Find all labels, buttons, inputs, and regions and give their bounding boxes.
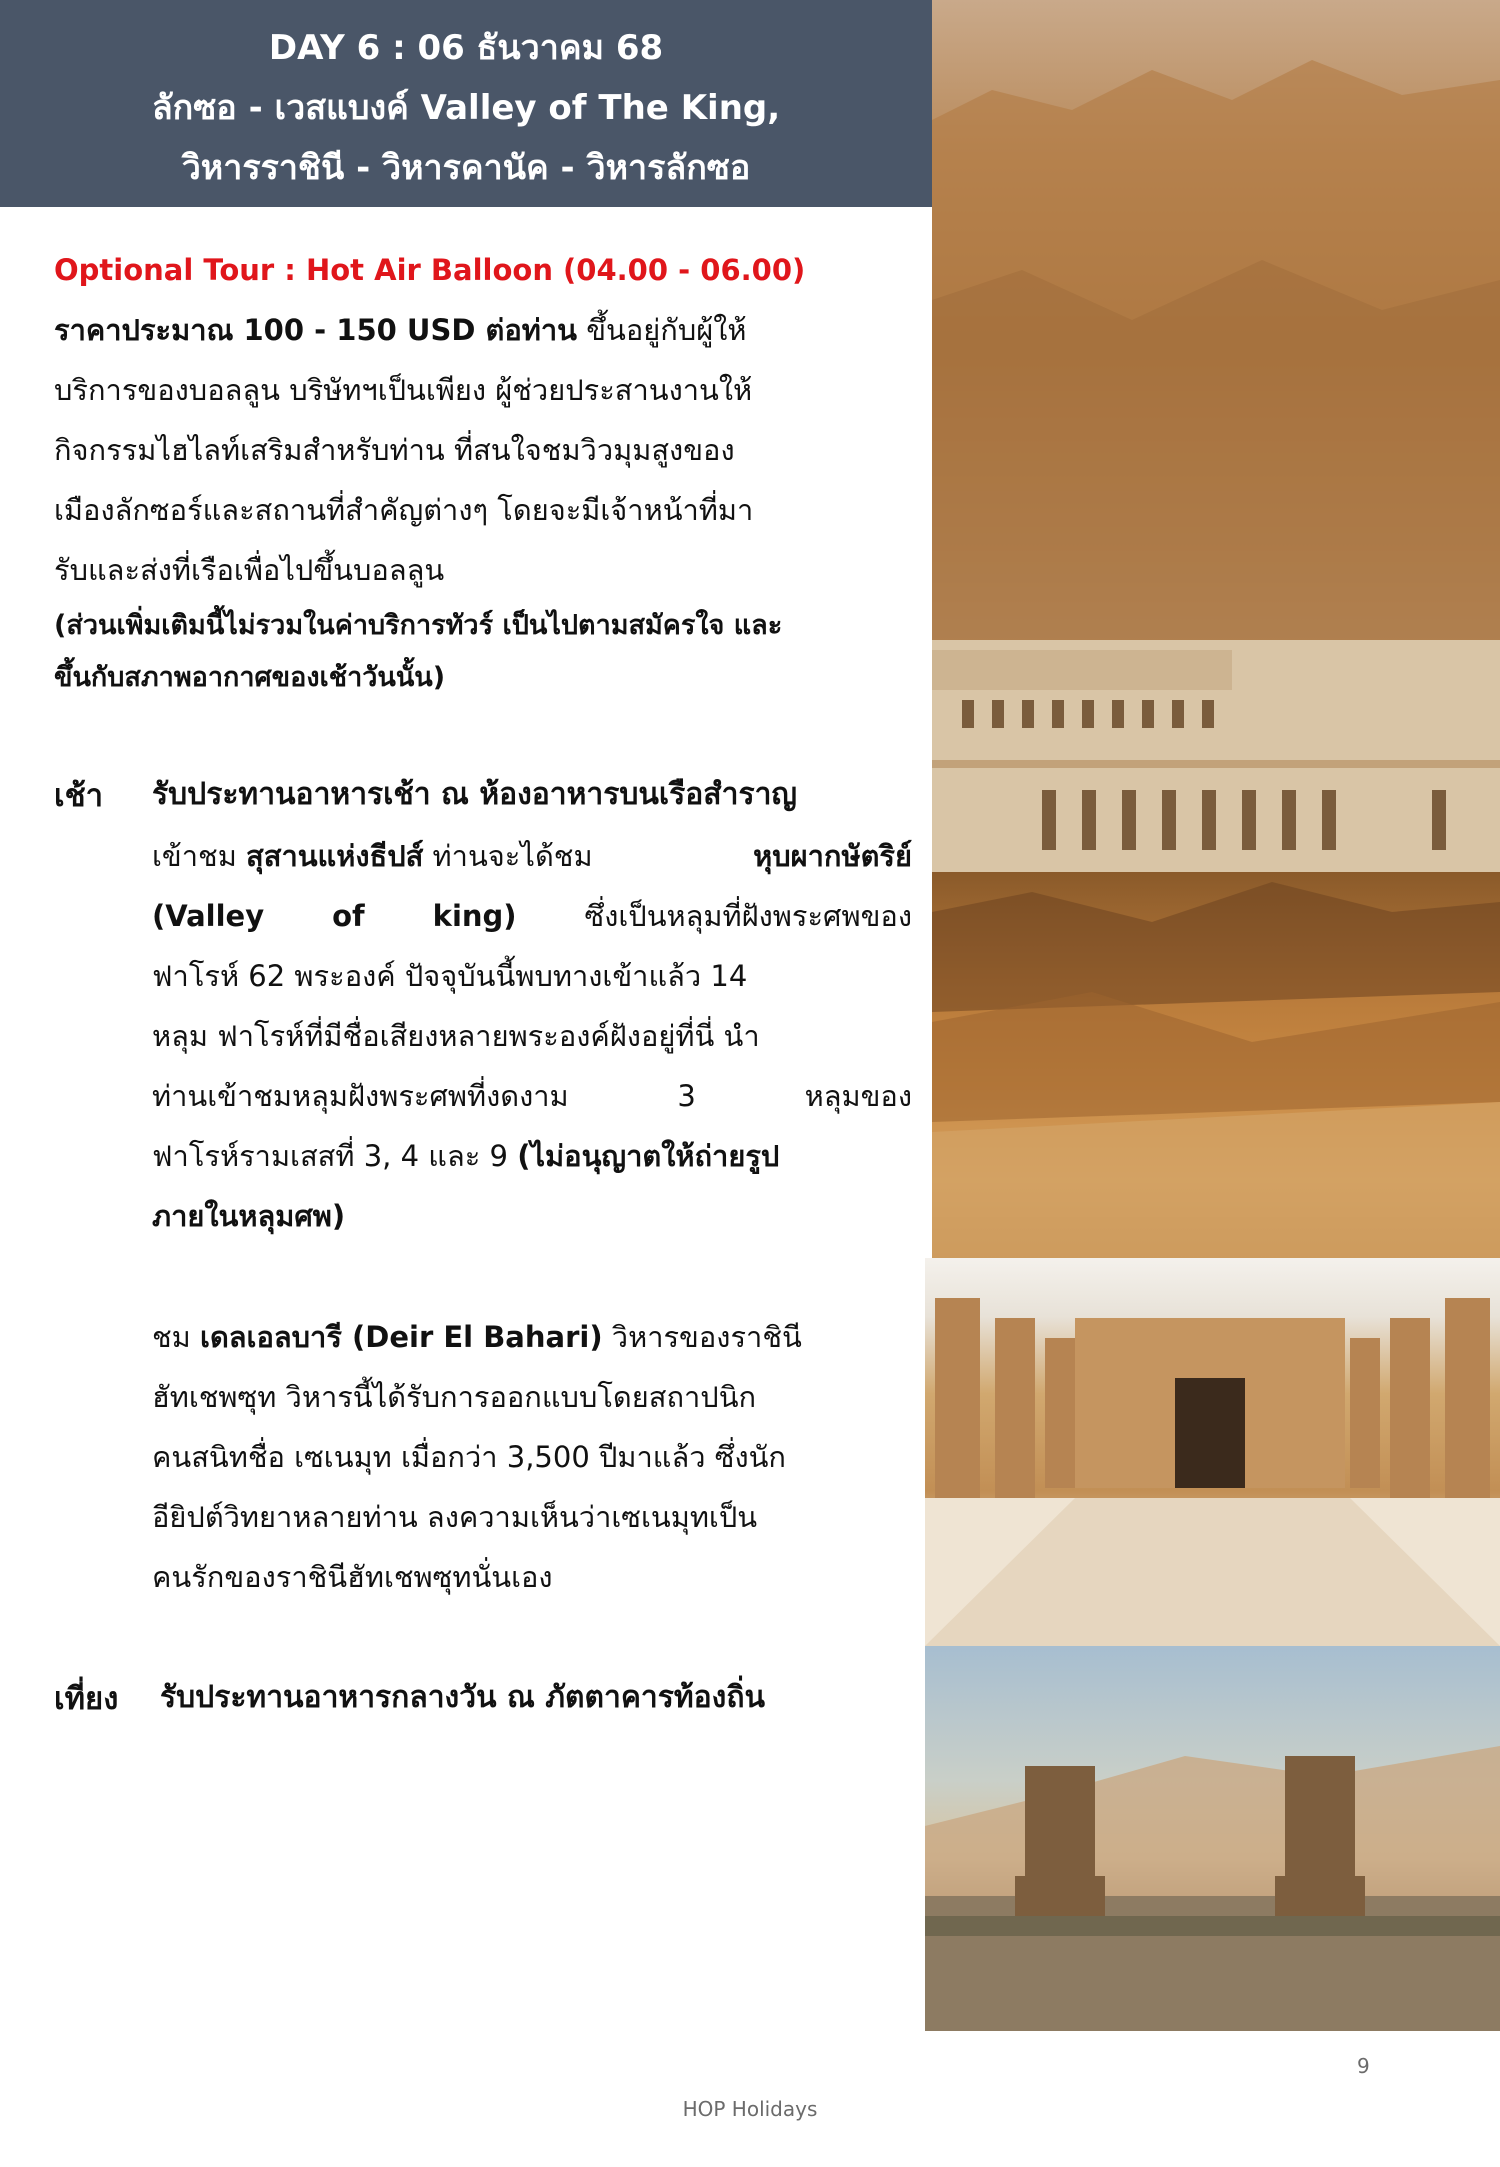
paragraph-line: อียิปต์วิทยาหลายท่าน ลงความเห็นว่าเซเนมุทเป็น [152,1500,758,1534]
no-photo-note: ภายในหลุมศพ) [152,1199,346,1233]
day-title: DAY 6 : 06 ธันวาคม 68 [268,28,664,68]
optional-price: ราคาประมาณ 100 - 150 USD ต่อท่าน [54,313,577,347]
footer-brand: HOP Holidays [682,2097,818,2121]
text-span: ชม [152,1320,201,1354]
optional-text-line: กิจกรรมไฮไลท์เสริมสำหรับท่าน ที่สนใจชมวิวมุมสูงของ [54,433,735,467]
day-route-line-2: วิหารราชินี - วิหารคานัค - วิหารลักซอ [181,148,751,188]
paragraph-line [152,1307,912,1367]
paragraph-line: คนสนิทชื่อ เซเนมุท เมื่อกว่า 3,500 ปีมาแล้ว ซึ่งนัก [152,1440,786,1474]
day-header-banner [0,0,932,207]
paragraph-line: คนรักของราชินีฮัทเชพซุทนั่นเอง [152,1560,553,1594]
text-span: ซึ่งเป็นหลุมที่ฝังพระศพของ [584,899,912,933]
text-span: (Valley [152,899,265,933]
optional-text-line: เมืองลักซอร์และสถานที่สำคัญต่างๆ โดยจะมีเจ้าหน้าที่มา [54,493,754,527]
paragraph-line [152,1066,912,1126]
text-span: ท่านเข้าชมหลุมฝังพระศพที่งดงาม [152,1079,569,1113]
optional-tour-title: Optional Tour : Hot Air Balloon (04.00 - 06.00) [54,253,806,287]
karnak-temple-photo [925,1258,1500,1646]
optional-text-line: รับและส่งที่เรือเพื่อไปขึ้นบอลลูน [54,553,445,587]
no-photo-note: (ไม่อนุญาตให้ถ่ายรูป [517,1139,780,1173]
deir-el-bahari-highlight: เดลเอลบารี (Deir El Bahari) [200,1320,603,1354]
morning-label: เช้า [54,778,104,814]
text-span: king) [432,899,517,933]
page-number: 9 [1357,2054,1370,2078]
optional-price-line [54,300,747,360]
optional-text-line: บริการของบอลลูน บริษัทฯเป็นเพียง ผู้ช่วยประสานงานให้ [54,373,753,407]
paragraph-line: ฟาโรห์ 62 พระองค์ ปัจจุบันนี้พบทางเข้าแล้ว 14 [152,959,748,993]
paragraph-line [152,886,912,946]
text-span: of [332,899,365,933]
valley-of-kings-highlight: หุบผากษัตริย์ [753,839,912,873]
deir-el-bahari-paragraph [152,1307,912,1607]
paragraph-line [152,826,912,886]
paragraph-line: ฮัทเชพซุท วิหารนี้ได้รับการออกแบบโดยสถาปนิก [152,1380,757,1414]
paragraph-line [152,1126,912,1186]
optional-note-line: (ส่วนเพิ่มเติมนี้ไม่รวมในค่าบริการทัวร์ เป็นไปตามสมัครใจ และ [54,610,783,641]
paragraph-line: หลุม ฟาโรห์ที่มีชื่อเสียงหลายพระองค์ฝังอยู่ที่นี่ นำ [152,1019,760,1053]
temple-hatshepsut-photo [932,0,1500,872]
optional-price-rest: ขึ้นอยู่กับผู้ให้ [576,313,747,347]
valley-of-kings-photo [932,872,1500,1258]
text-span: เข้าชม [152,839,247,873]
optional-note-line: ขึ้นกับสภาพอากาศของเช้าวันนั้น) [54,662,446,693]
text-span: วิหารของราชินี [602,1320,802,1354]
day-route-line-1: ลักซอ - เวสแบงค์ Valley of The King, [151,88,781,128]
text-span: 3 [677,1079,696,1113]
text-span: ฟาโรห์รามเสสที่ 3, 4 และ 9 [152,1139,518,1173]
lunch-label: เที่ยง [54,1681,119,1717]
valley-of-kings-paragraph [152,826,912,1246]
text-span: ท่านจะได้ชม [423,839,593,873]
colossi-of-memnon-photo [925,1646,1500,2031]
lunch-text: รับประทานอาหารกลางวัน ณ ภัตตาคารท้องถิ่น [160,1680,765,1715]
breakfast-heading: รับประทานอาหารเช้า ณ ห้องอาหารบนเรือสำราญ [152,777,797,812]
text-span: หลุมของ [804,1079,912,1113]
thebes-necropolis-highlight: สุสานแห่งธีปส์ [246,839,424,873]
